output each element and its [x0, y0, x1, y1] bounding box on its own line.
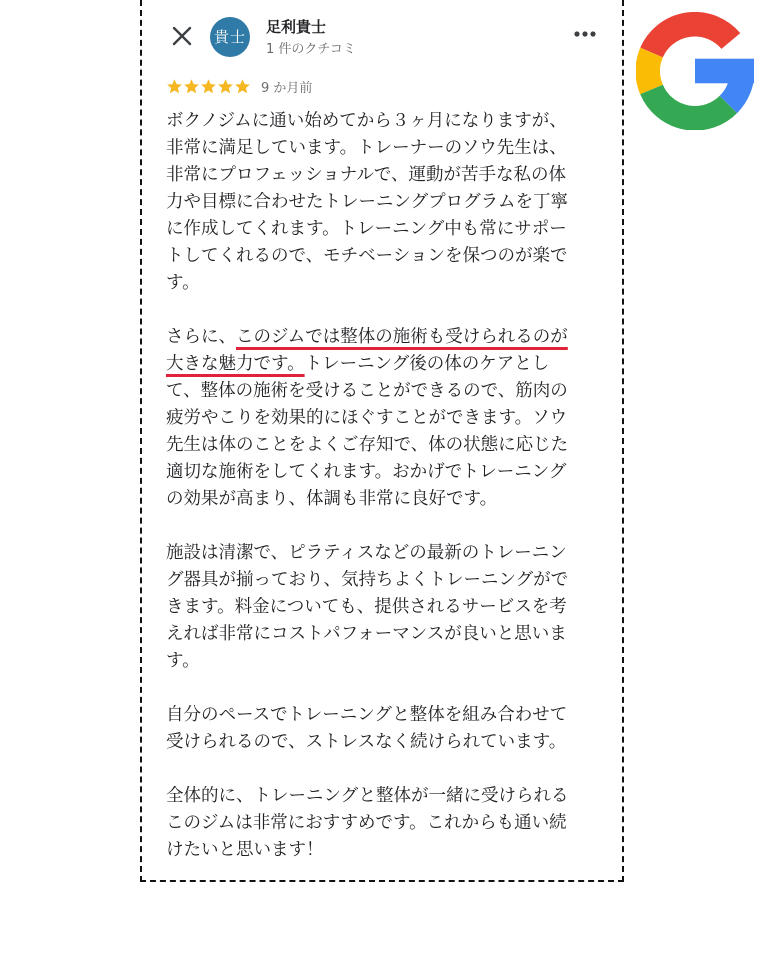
star-rating [166, 78, 251, 95]
review-paragraph-1 [166, 108, 606, 297]
review-line: きます。料金についても、提供されるサービスを考 [166, 597, 567, 617]
review-line: 非常に満足しています。トレーナーのソウ先生は、 [166, 138, 567, 158]
reviewer-name[interactable]: 足利貴士 [266, 18, 327, 36]
review-line: トしてくれるので、モチベーションを保つのが楽で [166, 246, 568, 266]
highlighted-text: このジムでは整体の施術も受けられるのが [236, 327, 568, 347]
review-line: 全体的に、トレーニングと整体が一緒に受けられる [166, 786, 569, 806]
close-icon[interactable] [170, 24, 194, 48]
review-line: このジムは非常におすすめです。これからも通い続 [166, 813, 567, 833]
more-vert-icon[interactable] [572, 24, 598, 44]
star-icon [200, 78, 217, 95]
review-line: ボクノジムに通い始めてから３ヶ月になりますが、 [166, 111, 567, 131]
review-line: えれば非常にコストパフォーマンスが良いと思いま [166, 624, 567, 644]
star-icon [217, 78, 234, 95]
review-count: 1 件のクチコミ [266, 42, 356, 57]
review-text-segment: トレーニング後の体のケアとし [304, 354, 550, 374]
google-logo [636, 12, 754, 130]
review-paragraph-5 [166, 783, 606, 864]
review-line: の効果が高まり、体調も非常に良好です。 [166, 489, 498, 509]
review-line: て、整体の施術を受けることができるので、筋肉の [166, 381, 568, 401]
review-line: 非常にプロフェッショナルで、運動が苦手な私の体 [166, 165, 567, 185]
review-paragraph-3 [166, 540, 606, 675]
highlighted-text: 大きな魅力です。 [166, 354, 305, 374]
review-line: す。 [166, 651, 200, 671]
star-icon [166, 78, 183, 95]
review-time: 9 か月前 [261, 80, 313, 96]
review-line: 適切な施術をしてくれます。おかげでトレーニング [166, 462, 567, 482]
review-line: す。 [166, 273, 200, 293]
review-card [140, 0, 624, 882]
review-text-segment: さらに、 [166, 327, 236, 347]
review-line: 自分のペースでトレーニングと整体を組み合わせて [166, 705, 568, 725]
review-line: グ器具が揃っており、気持ちよくトレーニングがで [166, 570, 569, 590]
review-line: に作成してくれます。トレーニング中も常にサポー [166, 219, 567, 239]
review-line: 施設は清潔で、ピラティスなどの最新のトレーニン [166, 543, 567, 563]
review-paragraph-4 [166, 702, 606, 756]
review-line: けたいと思います！ [166, 840, 324, 860]
star-icon [183, 78, 200, 95]
review-line: 先生は体のことをよくご存知で、体の状態に応じた [166, 435, 569, 455]
star-icon [234, 78, 251, 95]
review-line: 疲労やこりを効果的にほぐすことができます。ソウ [166, 408, 568, 428]
review-paragraph-2 [166, 324, 606, 513]
review-line: 力や目標に合わせたトレーニングプログラムを丁寧 [166, 192, 568, 212]
rating-row [166, 77, 312, 95]
review-line: 受けられるので、ストレスなく続けられています。 [166, 732, 567, 752]
avatar[interactable]: 貴士 [210, 17, 250, 57]
review-text [166, 108, 606, 864]
